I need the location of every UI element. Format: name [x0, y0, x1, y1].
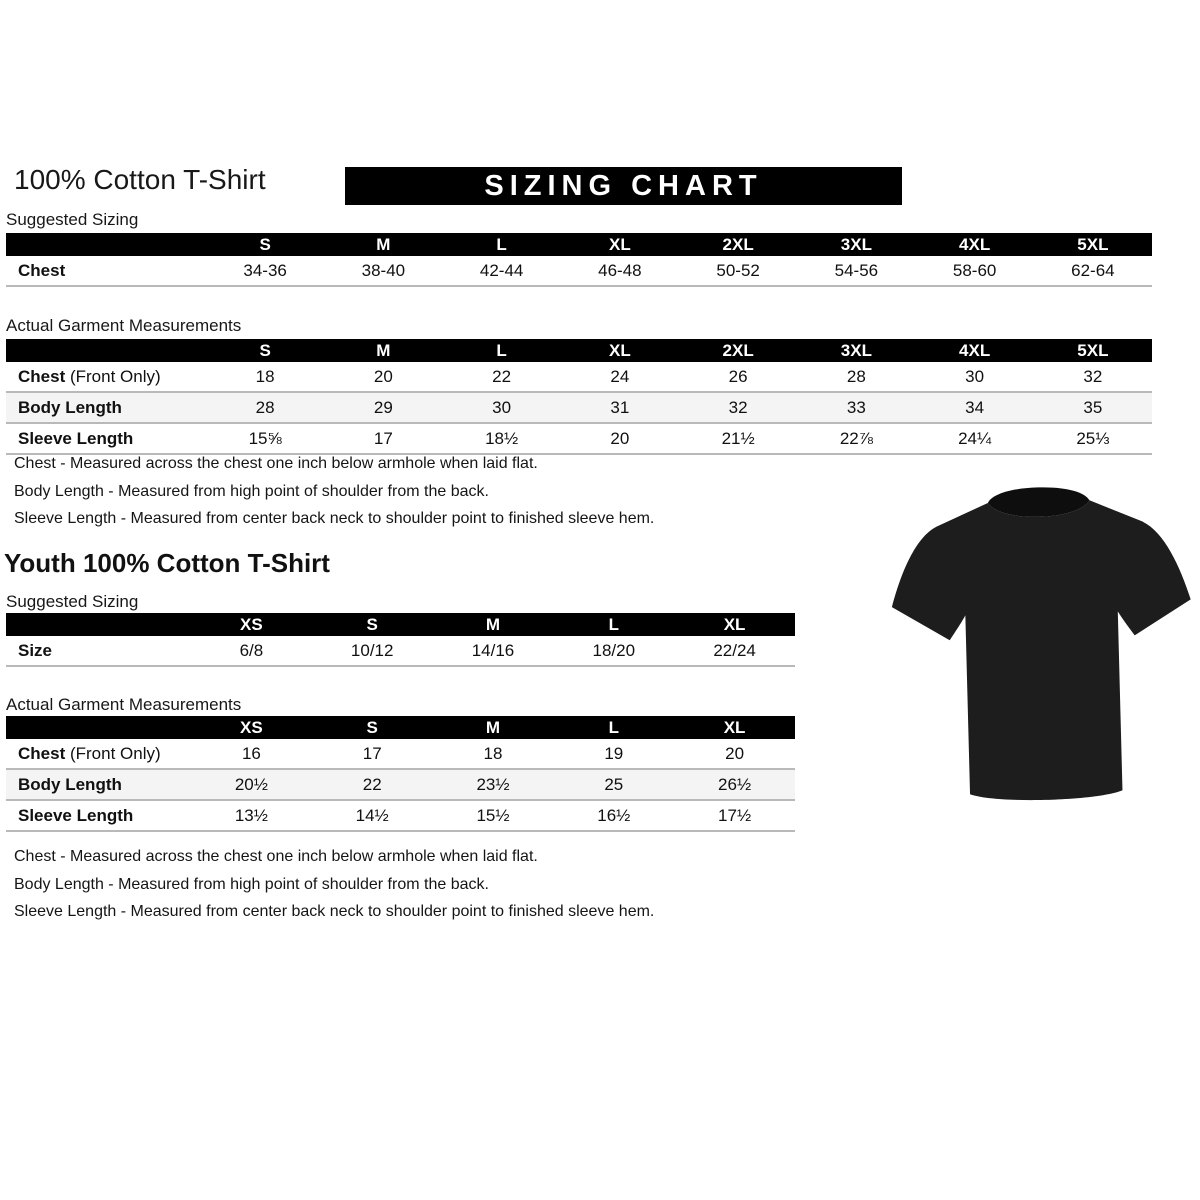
size-header-row: [6, 613, 795, 636]
size-header-row: [6, 233, 1152, 256]
value-cell: 50-52: [716, 260, 760, 280]
value-cell: 24¼: [958, 428, 992, 448]
value-cell: 28: [255, 397, 275, 417]
value-cell: 58-60: [952, 260, 997, 280]
size-header-row: [6, 339, 1152, 362]
value-cell: 34-36: [243, 260, 287, 280]
value-cell: 17: [373, 428, 393, 448]
value-cell: 22⅞: [839, 428, 873, 448]
adult-actual-measurements-label: Actual Garment Measurements: [6, 316, 242, 335]
measurement-note-body-length: Body Length - Measured from high point of shoulder from the back.: [14, 875, 489, 893]
value-cell: 18: [255, 366, 275, 386]
measurement-note-sleeve-length: Sleeve Length - Measured from center back neck to shoulder point to finished sleeve hem.: [14, 510, 655, 527]
youth-actual-measurements-label: Actual Garment Measurements: [6, 695, 242, 714]
adult-suggested-sizing-label: Suggested Sizing: [6, 210, 139, 229]
size-header-cell: 2XL: [722, 341, 754, 360]
measurement-row: [6, 636, 795, 667]
size-header-cell: S: [366, 718, 378, 737]
value-cell: 20: [373, 366, 393, 386]
youth-suggested-sizing-label: Suggested Sizing: [6, 592, 139, 611]
value-cell: 20½: [234, 774, 268, 794]
value-cell: 25⅓: [1076, 428, 1110, 448]
value-cell: 30: [965, 366, 985, 386]
value-cell: 6/8: [239, 640, 264, 660]
value-cell: 46-48: [598, 260, 642, 280]
size-header-cell: 4XL: [959, 341, 991, 360]
size-header-cell: XL: [609, 341, 631, 360]
value-cell: 26½: [718, 774, 752, 794]
value-cell: 25: [604, 774, 624, 794]
row-label: Chest: [18, 260, 66, 280]
adult-measurement-notes: [14, 450, 654, 533]
measurement-note-sleeve-length: Sleeve Length - Measured from center back neck to shoulder point to finished sleeve hem.: [14, 903, 655, 920]
value-cell: 18/20: [592, 640, 636, 660]
value-cell: 15⅝: [248, 428, 282, 448]
value-cell: 20: [610, 428, 630, 448]
size-header-cell: 4XL: [959, 235, 991, 254]
value-cell: 18½: [485, 428, 519, 448]
adult-suggested-sizing-table: [6, 233, 1152, 287]
measurement-row: [6, 739, 795, 770]
adult-section-title: 100% Cotton T-Shirt: [14, 164, 266, 195]
measurement-row: [6, 362, 1152, 393]
value-cell: 32: [728, 397, 748, 417]
row-label: Body Length: [18, 774, 122, 794]
value-cell: 18: [483, 743, 503, 763]
value-cell: 22: [362, 774, 382, 794]
value-cell: 20: [725, 743, 745, 763]
row-label: Body Length: [18, 397, 122, 417]
youth-suggested-sizing-table: [6, 613, 795, 667]
size-header-cell: M: [485, 615, 501, 634]
value-cell: 62-64: [1071, 260, 1115, 280]
value-cell: 21½: [721, 428, 755, 448]
size-header-cell: XL: [609, 235, 631, 254]
value-cell: 28: [846, 366, 866, 386]
measurement-row: [6, 393, 1152, 424]
value-cell: 32: [1083, 366, 1103, 386]
value-cell: 10/12: [350, 640, 394, 660]
size-header-cell: XS: [240, 615, 263, 634]
value-cell: 16: [241, 743, 261, 763]
measurement-row: [6, 801, 795, 832]
size-header-cell: S: [259, 235, 271, 254]
value-cell: 22: [492, 366, 512, 386]
value-cell: 15½: [476, 805, 510, 825]
size-header-cell: 2XL: [722, 235, 754, 254]
measurement-row: [6, 256, 1152, 287]
size-header-cell: S: [259, 341, 271, 360]
value-cell: 54-56: [834, 260, 879, 280]
value-cell: 31: [610, 397, 630, 417]
size-header-cell: S: [366, 615, 378, 634]
value-cell: 14½: [355, 805, 389, 825]
value-cell: 22/24: [713, 640, 756, 660]
size-header-cell: L: [608, 718, 619, 737]
measurement-note-chest: Chest - Measured across the chest one inch below armhole when laid flat.: [14, 848, 538, 865]
size-header-cell: L: [608, 615, 619, 634]
size-header-cell: L: [496, 235, 507, 254]
youth-section-title: Youth 100% Cotton T-Shirt: [4, 548, 330, 578]
value-cell: 42-44: [479, 260, 524, 280]
size-header-row: [6, 716, 795, 739]
youth-measurement-notes: [14, 843, 654, 926]
value-cell: 26: [728, 366, 748, 386]
measurement-note-chest: Chest - Measured across the chest one inch below armhole when laid flat.: [14, 455, 538, 472]
row-label: Sleeve Length: [18, 805, 134, 825]
value-cell: 17: [362, 743, 382, 763]
value-cell: 17½: [718, 805, 752, 825]
size-header-cell: L: [496, 341, 507, 360]
size-header-cell: M: [485, 718, 501, 737]
value-cell: 19: [604, 743, 624, 763]
size-header-cell: 5XL: [1077, 341, 1109, 360]
sizing-chart-banner: SIZING CHART: [345, 167, 902, 205]
size-header-cell: XS: [240, 718, 263, 737]
size-header-cell: XL: [723, 615, 746, 634]
size-header-cell: 5XL: [1077, 235, 1109, 254]
adult-actual-measurements-table: [6, 339, 1152, 455]
size-header-cell: 3XL: [840, 341, 872, 360]
value-cell: 13½: [234, 805, 268, 825]
row-label: Chest (Front Only): [18, 366, 161, 386]
value-cell: 30: [492, 397, 512, 417]
black-tshirt-image: [885, 466, 1199, 832]
size-header-cell: XL: [723, 718, 746, 737]
tshirt-body: [889, 498, 1196, 804]
value-cell: 24: [610, 366, 630, 386]
measurement-row: [6, 770, 795, 801]
value-cell: 35: [1083, 397, 1103, 417]
size-header-cell: M: [376, 235, 391, 254]
value-cell: 33: [846, 397, 866, 417]
measurement-note-body-length: Body Length - Measured from high point of shoulder from the back.: [14, 482, 489, 500]
value-cell: 16½: [597, 805, 631, 825]
value-cell: 23½: [476, 774, 510, 794]
value-cell: 14/16: [471, 640, 515, 660]
youth-actual-measurements-table: [6, 716, 795, 832]
size-header-cell: 3XL: [840, 235, 872, 254]
size-header-cell: M: [376, 341, 391, 360]
value-cell: 34: [965, 397, 985, 417]
row-label: Chest (Front Only): [18, 743, 161, 763]
value-cell: 29: [373, 397, 393, 417]
row-label: Size: [18, 640, 53, 660]
value-cell: 38-40: [361, 260, 406, 280]
row-label: Sleeve Length: [18, 428, 134, 448]
